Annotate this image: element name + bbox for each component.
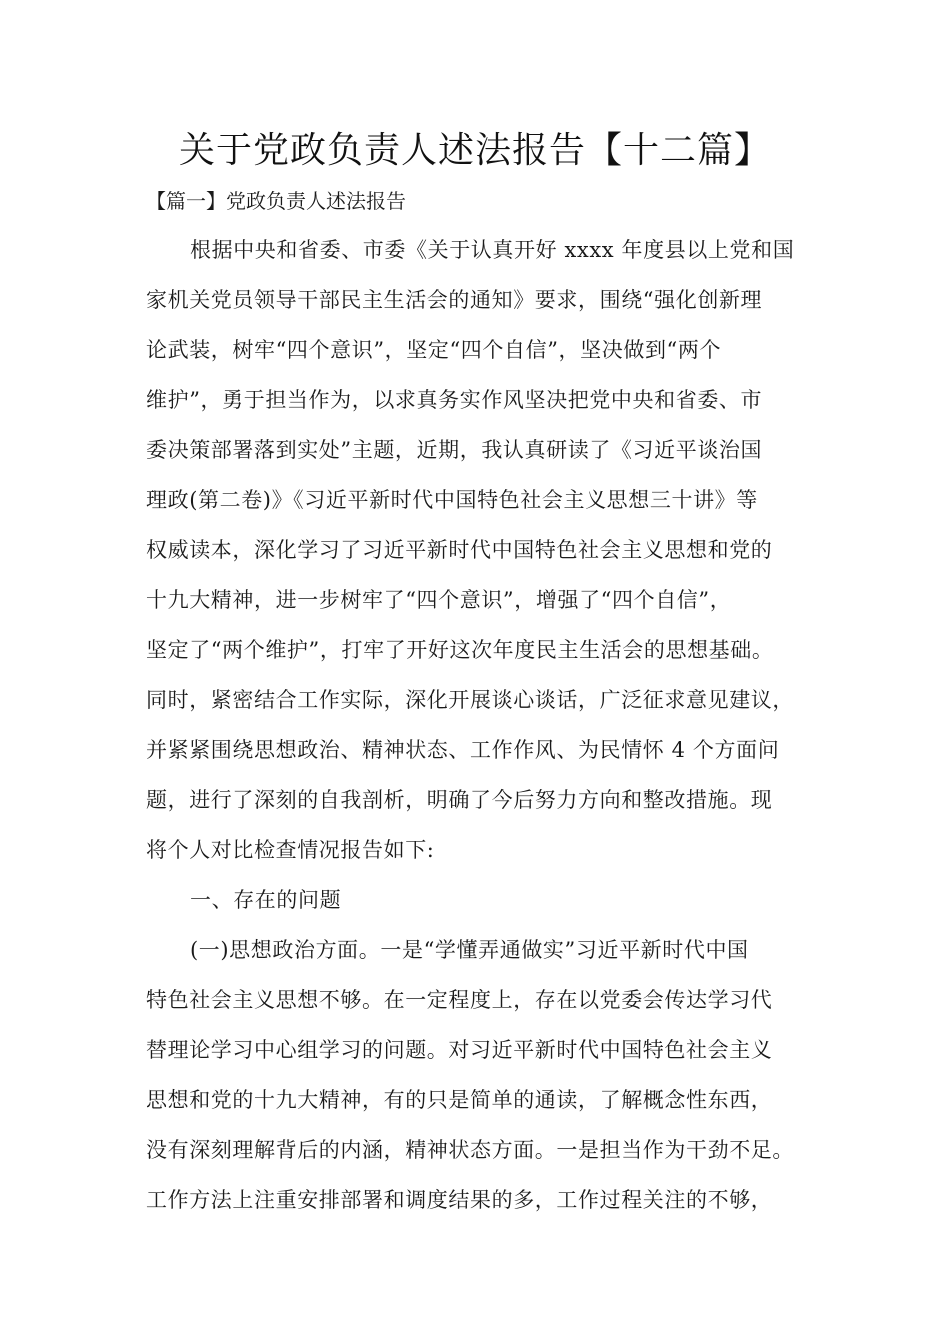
body-line: (一)思想政治方面。一是“学懂弄通做实”习近平新时代中国	[190, 938, 749, 962]
body-line: 论武装，树牢“四个意识”，坚定“四个自信”，坚决做到“两个	[146, 338, 722, 362]
body-line: 根据中央和省委、市委《关于认真开好 xxxx 年度县以上党和国	[190, 238, 795, 262]
body-line: 并紧紧围绕思想政治、精神状态、工作作风、为民情怀 4 个方面问	[146, 738, 780, 762]
body-line: 工作方法上注重安排部署和调度结果的多，工作过程关注的不够，	[146, 1188, 773, 1212]
body-line: 将个人对比检查情况报告如下:	[146, 838, 435, 862]
body-line: 坚定了“两个维护”，打牢了开好这次年度民主生活会的思想基础。	[146, 638, 774, 662]
body-line: 维护”，勇于担当作为，以求真务实作风坚决把党中央和省委、市	[146, 388, 763, 412]
document-title: 关于党政负责人述法报告【十二篇】	[178, 130, 771, 171]
section-heading-problems: 一、存在的问题	[190, 888, 342, 912]
body-line: 十九大精神，进一步树牢了“四个意识”，增强了“四个自信”，	[146, 588, 732, 612]
section-heading: 【篇一】党政负责人述法报告	[146, 189, 406, 213]
body-line: 同时，紧密结合工作实际，深化开展谈心谈话，广泛征求意见建议，	[146, 688, 794, 712]
body-line: 题，进行了深刻的自我剖析，明确了今后努力方向和整改措施。现	[146, 788, 773, 812]
body-line: 权威读本，深化学习了习近平新时代中国特色社会主义思想和党的	[146, 538, 773, 562]
body-line: 替理论学习中心组学习的问题。对习近平新时代中国特色社会主义	[146, 1038, 773, 1062]
body-line: 理政(第二卷)》《习近平新时代中国特色社会主义思想三十讲》等	[146, 488, 758, 512]
body-line: 没有深刻理解背后的内涵，精神状态方面。一是担当作为干劲不足。	[146, 1138, 794, 1162]
body-line: 思想和党的十九大精神，有的只是简单的通读，了解概念性东西，	[146, 1088, 773, 1112]
body-line: 特色社会主义思想不够。在一定程度上，存在以党委会传达学习代	[146, 988, 773, 1012]
body-line: 委决策部署落到实处”主题，近期，我认真研读了《习近平谈治国	[146, 438, 763, 462]
body-line: 家机关党员领导干部民主生活会的通知》要求，围绕“强化创新理	[146, 288, 763, 312]
